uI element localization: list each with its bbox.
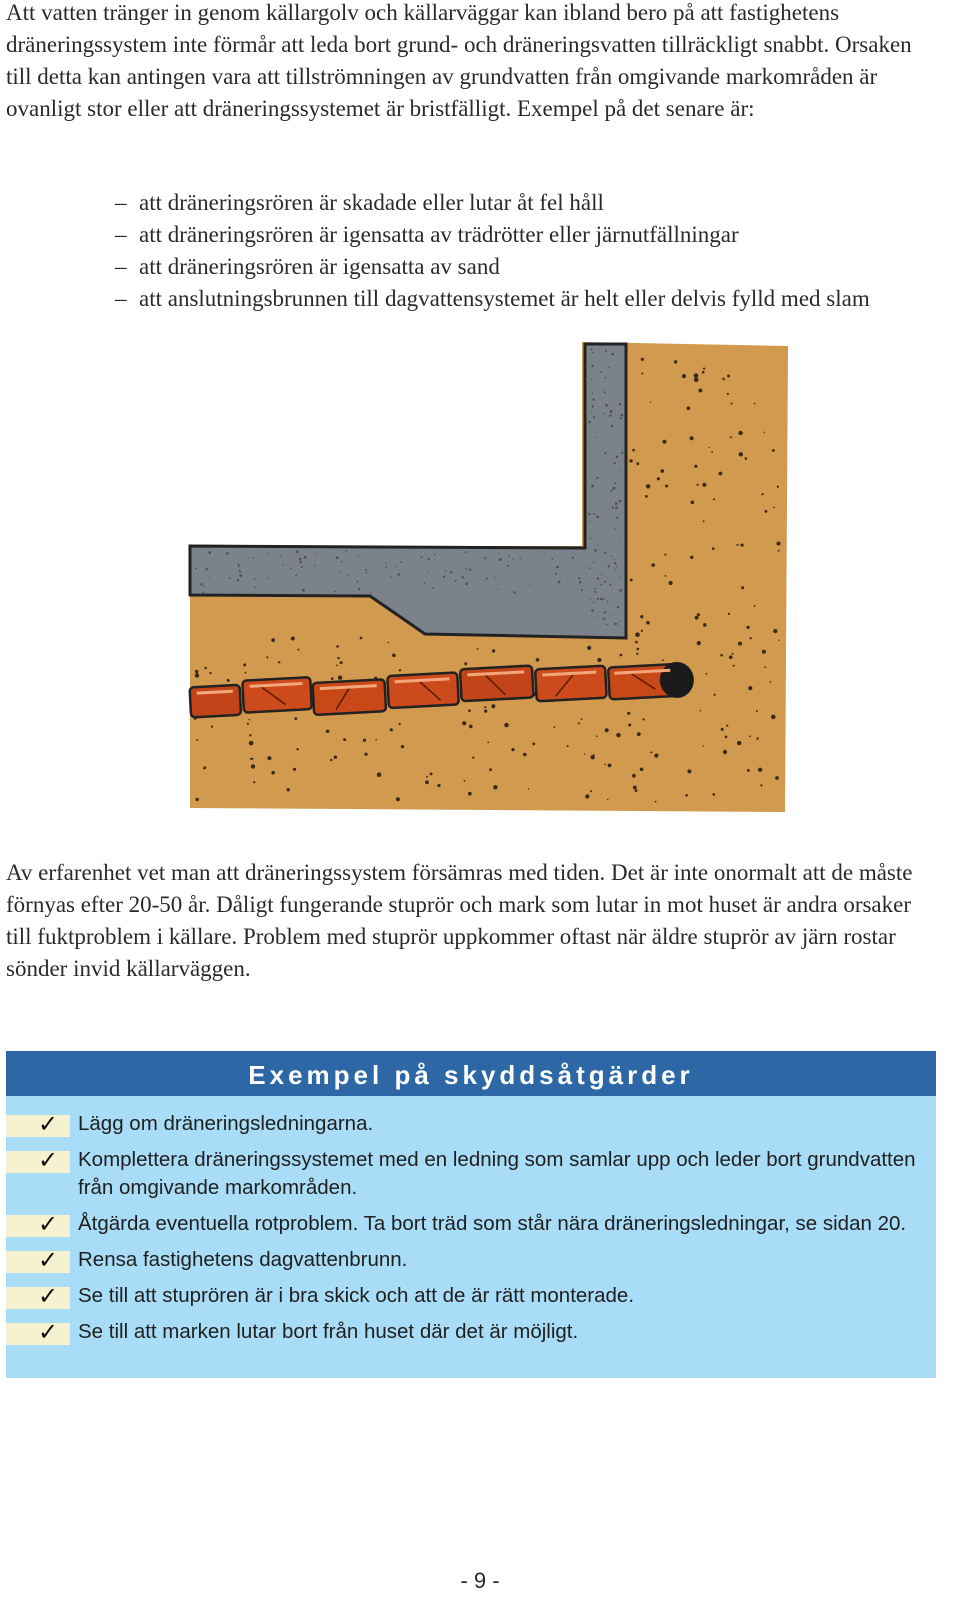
- checkmark-icon: ✓: [38, 1146, 59, 1174]
- dash-bullet: –: [115, 190, 127, 215]
- list-item: [6, 1110, 936, 1138]
- checkmark-icon: ✓: [38, 1318, 59, 1346]
- measure-text: Rensa fastighetens dagvattenbrunn.: [78, 1248, 408, 1271]
- intro-paragraph: Att vatten tränger in genom källargolv och källarväggar kan ibland bero på att fastighetens dräneringssystem inte förmår att leda bort grund- och dräneringsvatten tillräckligt snabbt. Orsaken till detta kan antingen vara att tillströmningen av grundvatten från omgivande markområden är ovanligt stor eller att dräneringssystemet är bristfälligt. Exempel på det senare är:: [6, 0, 912, 121]
- list-item: [6, 1146, 936, 1202]
- protective-measures-box: [6, 1051, 936, 1378]
- broken-drain-pipe-illustration: [185, 338, 795, 818]
- concrete-foundation: [190, 344, 626, 638]
- measure-text: Komplettera dräneringssystemet med en ledning som samlar upp och leder bort grundvatten från omgivande markområden.: [78, 1148, 916, 1199]
- measure-text: Lägg om dräneringsledningarna.: [78, 1112, 374, 1135]
- list-item: [115, 283, 915, 315]
- measure-text: Se till att marken lutar bort från huset där det är möjligt.: [78, 1320, 579, 1343]
- list-item-text: att anslutningsbrunnen till dagvattensystemet är helt eller delvis fylld med slam: [139, 286, 870, 311]
- list-item-text: att dräneringsrören är igensatta av trädrötter eller järnutfällningar: [139, 222, 739, 247]
- list-item: [6, 1210, 936, 1238]
- list-item-text: att dräneringsrören är igensatta av sand: [139, 254, 500, 279]
- list-item: [115, 219, 915, 251]
- list-item: [115, 187, 915, 219]
- page-number: - 9 -: [460, 1568, 500, 1593]
- list-item: [6, 1246, 936, 1274]
- measure-text: Åtgärda eventuella rotproblem. Ta bort träd som står nära dräneringsledningar, se sidan 20.: [78, 1212, 907, 1235]
- list-item: [115, 251, 915, 283]
- list-item-text: att dräneringsrören är skadade eller lutar åt fel håll: [139, 190, 604, 215]
- experience-paragraph: Av erfarenhet vet man att dräneringssystem försämras med tiden. Det är inte onormalt att de måste förnyas efter 20-50 år. Dåligt fungerande stuprör och mark som lutar in mot huset är andra orsaker till fuktproblem i källare. Problem med stuprör uppkommer oftast när äldre stuprör av järn rostar sönder invid källarväggen.: [6, 860, 913, 981]
- measures-title: Exempel på skyddsåtgärder: [6, 1051, 936, 1096]
- checkmark-icon: ✓: [38, 1110, 59, 1138]
- checkmark-icon: ✓: [38, 1210, 59, 1238]
- checkmark-icon: ✓: [38, 1246, 59, 1274]
- list-item: [6, 1282, 936, 1310]
- checkmark-icon: ✓: [38, 1282, 59, 1310]
- dash-bullet: –: [115, 286, 127, 311]
- list-item: [6, 1318, 936, 1346]
- dash-bullet: –: [115, 254, 127, 279]
- measure-text: Se till att stuprören är i bra skick och att de är rätt monterade.: [78, 1284, 635, 1307]
- measures-list: [6, 1110, 936, 1354]
- dash-bullet: –: [115, 222, 127, 247]
- drainage-problem-list: [115, 187, 915, 315]
